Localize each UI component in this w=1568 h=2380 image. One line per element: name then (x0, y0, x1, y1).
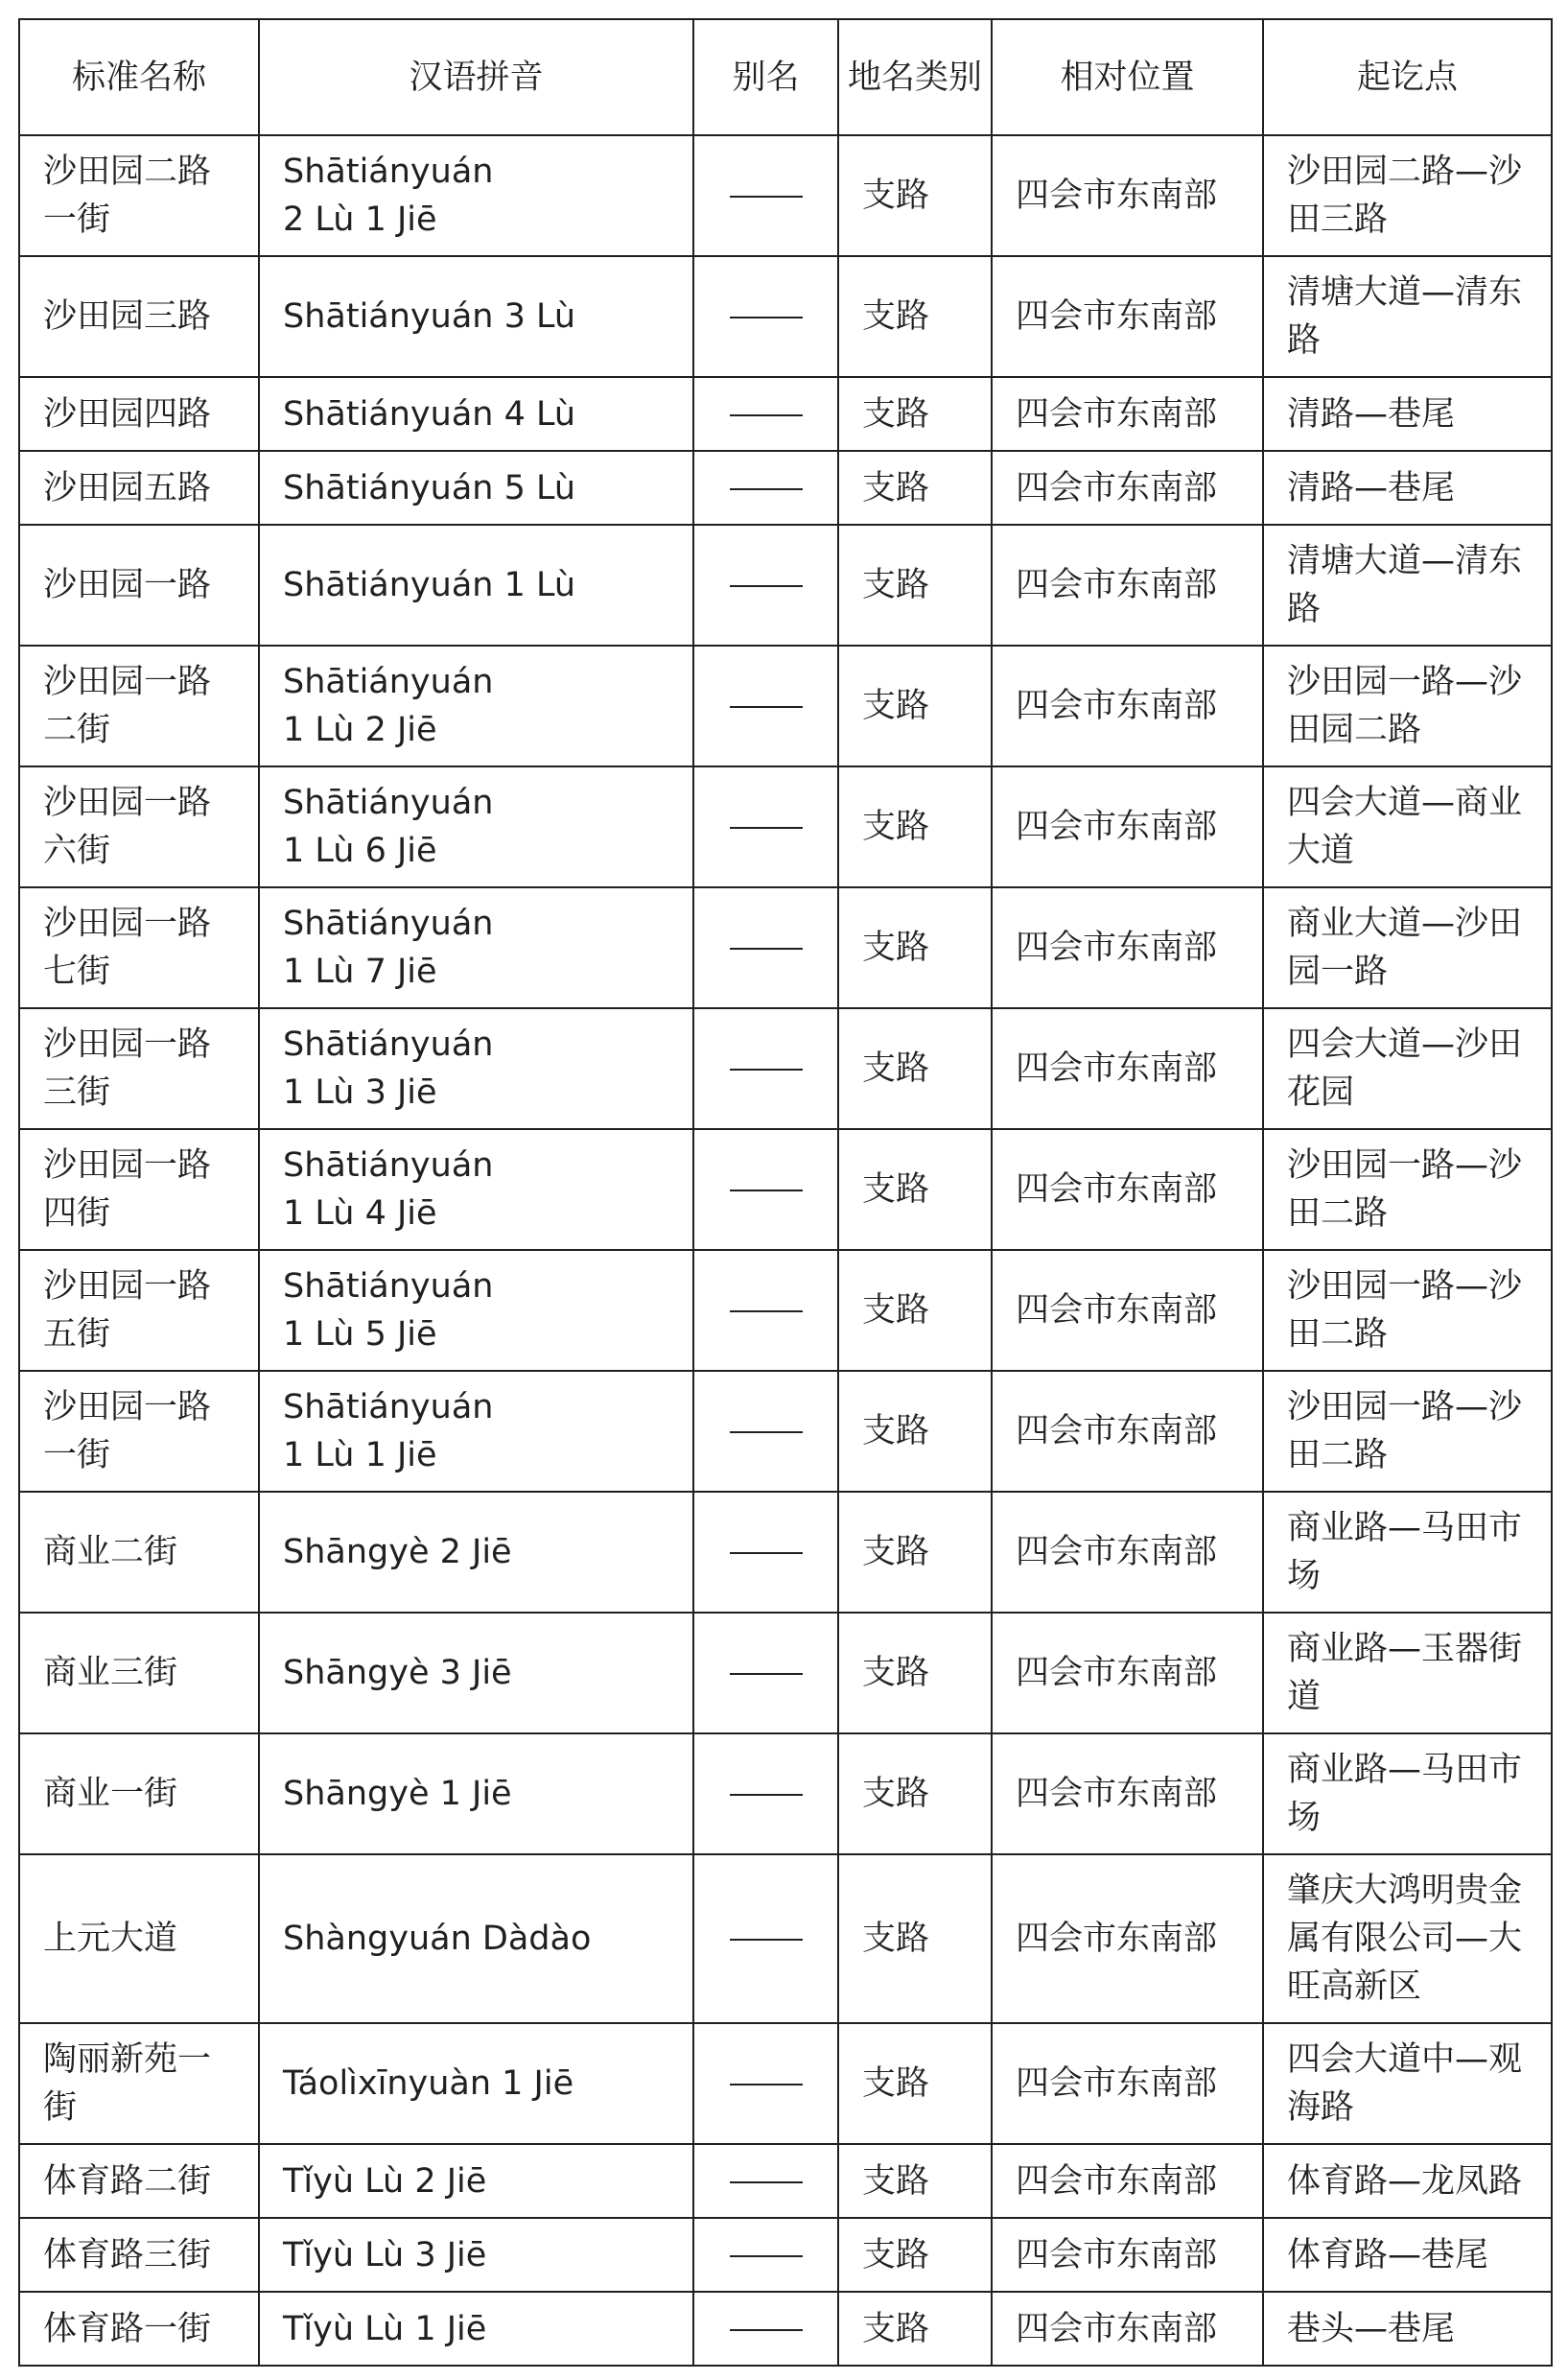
table-row (19, 766, 1552, 887)
cell-standard-name-line: 七街 (43, 953, 111, 991)
cell-relative-location: 四会市东南部 (992, 887, 1263, 1008)
cell-endpoints-line: 商业路—马田市 (1287, 1509, 1523, 1547)
cell-pinyin (259, 525, 693, 646)
cell-pinyin (259, 135, 693, 256)
cell-standard-name-line: 体育路一街 (43, 2309, 212, 2348)
header-category (838, 19, 992, 135)
table-row (19, 451, 1552, 525)
empty-dash (730, 1673, 803, 1675)
table-row (19, 1733, 1552, 1854)
cell-endpoints (1263, 2218, 1552, 2292)
cell-category: 支路 (838, 1371, 992, 1492)
cell-endpoints-line: 体育路—龙凤路 (1287, 2161, 1523, 2201)
cell-endpoints-line: 清路—巷尾 (1287, 394, 1456, 434)
cell-category: 支路 (838, 1613, 992, 1733)
cell-endpoints (1263, 2292, 1552, 2366)
cell-endpoints-line: 清塘大道—清东 (1287, 542, 1523, 580)
cell-standard-name-line: 沙田园五路 (43, 468, 212, 507)
cell-pinyin (259, 1733, 693, 1854)
cell-standard-name-line: 四街 (43, 1194, 111, 1233)
cell-pinyin (259, 2292, 693, 2366)
cell-standard-name-line: 陶丽新苑一 (43, 2040, 212, 2079)
table-row (19, 1008, 1552, 1129)
cell-endpoints-line: 路 (1287, 590, 1322, 628)
cell-standard-name-line: 沙田园一路 (43, 905, 212, 943)
cell-standard-name (19, 1250, 259, 1371)
cell-pinyin-line: Shātiányuán (283, 784, 494, 822)
cell-pinyin-line: Táolìxīnyuàn 1 Jiē (283, 2064, 574, 2103)
cell-standard-name-line: 沙田园一路 (43, 1146, 212, 1185)
cell-endpoints (1263, 1371, 1552, 1492)
empty-dash (730, 1069, 803, 1071)
empty-dash (730, 2084, 803, 2085)
empty-dash (730, 2329, 803, 2331)
cell-category: 支路 (838, 2292, 992, 2366)
cell-alias (693, 2023, 838, 2144)
cell-standard-name (19, 135, 259, 256)
cell-pinyin (259, 1613, 693, 1733)
cell-standard-name-line: 体育路三街 (43, 2235, 212, 2274)
cell-standard-name (19, 1733, 259, 1854)
cell-endpoints-line: 大道 (1287, 832, 1355, 870)
empty-dash (730, 488, 803, 490)
cell-endpoints (1263, 1854, 1552, 2023)
cell-alias (693, 525, 838, 646)
cell-endpoints-line: 四会大道—沙田 (1287, 1025, 1523, 1064)
cell-standard-name-line: 体育路二街 (43, 2161, 212, 2201)
cell-pinyin-line: 2 Lù 1 Jiē (283, 200, 437, 239)
cell-standard-name (19, 1492, 259, 1613)
cell-endpoints-line: 田二路 (1287, 1194, 1389, 1233)
cell-endpoints (1263, 1733, 1552, 1854)
cell-pinyin (259, 1129, 693, 1250)
cell-standard-name (19, 2218, 259, 2292)
cell-endpoints-line: 商业路—玉器街 (1287, 1630, 1523, 1668)
cell-endpoints (1263, 2144, 1552, 2218)
cell-pinyin-line: Tǐyù Lù 1 Jiē (283, 2309, 487, 2348)
cell-pinyin (259, 2144, 693, 2218)
cell-pinyin (259, 1854, 693, 2023)
cell-endpoints-line: 田三路 (1287, 200, 1389, 239)
cell-category: 支路 (838, 135, 992, 256)
cell-relative-location: 四会市东南部 (992, 2144, 1263, 2218)
cell-alias (693, 1371, 838, 1492)
cell-endpoints-line: 沙田园一路—沙 (1287, 663, 1523, 701)
cell-standard-name (19, 2144, 259, 2218)
cell-relative-location: 四会市东南部 (992, 1613, 1263, 1733)
cell-pinyin (259, 766, 693, 887)
cell-pinyin-line: Shātiányuán (283, 153, 494, 191)
header-alias: 别名 (693, 19, 838, 135)
cell-endpoints-line: 巷头—巷尾 (1287, 2309, 1456, 2348)
table-row (19, 256, 1552, 377)
cell-relative-location: 四会市东南部 (992, 646, 1263, 766)
cell-relative-location: 四会市东南部 (992, 766, 1263, 887)
table-row (19, 135, 1552, 256)
cell-pinyin-line: Shātiányuán 3 Lù (283, 297, 576, 336)
table-row (19, 525, 1552, 646)
cell-alias (693, 1613, 838, 1733)
cell-pinyin (259, 1008, 693, 1129)
cell-pinyin-line: 1 Lù 7 Jiē (283, 953, 437, 991)
empty-dash (730, 1552, 803, 1554)
cell-pinyin-line: Shātiányuán 4 Lù (283, 394, 576, 434)
cell-standard-name-line: 上元大道 (43, 1920, 178, 1958)
cell-standard-name (19, 887, 259, 1008)
cell-standard-name-line: 沙田园一路 (43, 663, 212, 701)
empty-dash (730, 1310, 803, 1312)
cell-endpoints-line: 海路 (1287, 2088, 1355, 2127)
empty-dash (730, 827, 803, 829)
cell-standard-name (19, 1129, 259, 1250)
cell-standard-name-line: 五街 (43, 1315, 111, 1354)
cell-endpoints-line: 商业大道—沙田 (1287, 905, 1523, 943)
cell-standard-name-line: 街 (43, 2088, 78, 2127)
table-row (19, 2292, 1552, 2366)
cell-relative-location: 四会市东南部 (992, 525, 1263, 646)
cell-standard-name-line: 沙田园二路 (43, 153, 212, 191)
cell-endpoints-line: 花园 (1287, 1073, 1355, 1112)
cell-alias (693, 646, 838, 766)
cell-endpoints (1263, 646, 1552, 766)
cell-endpoints-line: 田园二路 (1287, 711, 1422, 749)
cell-pinyin-line: Shāngyè 1 Jiē (283, 1775, 512, 1813)
cell-category: 支路 (838, 646, 992, 766)
cell-standard-name-line: 商业二街 (43, 1533, 178, 1571)
cell-endpoints (1263, 2023, 1552, 2144)
cell-endpoints-line: 沙田园二路—沙 (1287, 153, 1523, 191)
cell-pinyin-line: Shātiányuán 5 Lù (283, 468, 576, 507)
empty-dash (730, 1939, 803, 1941)
empty-dash (730, 1794, 803, 1796)
cell-category: 支路 (838, 1008, 992, 1129)
header-category-line: 地名 (847, 58, 915, 97)
empty-dash (730, 585, 803, 587)
cell-category: 支路 (838, 377, 992, 451)
header-category-line: 类别 (915, 58, 983, 97)
cell-endpoints-line: 沙田园一路—沙 (1287, 1267, 1523, 1306)
cell-pinyin-line: 1 Lù 1 Jiē (283, 1436, 437, 1474)
cell-standard-name (19, 2023, 259, 2144)
cell-standard-name-line: 沙田园一路 (43, 1025, 212, 1064)
table-row (19, 2144, 1552, 2218)
cell-endpoints-line: 清塘大道—清东 (1287, 273, 1523, 312)
cell-endpoints-line: 清路—巷尾 (1287, 468, 1456, 507)
cell-pinyin (259, 646, 693, 766)
cell-standard-name-line: 沙田园一路 (43, 566, 212, 604)
cell-standard-name-line: 沙田园一路 (43, 1267, 212, 1306)
cell-alias (693, 766, 838, 887)
cell-pinyin-line: Tǐyù Lù 3 Jiē (283, 2235, 487, 2274)
cell-pinyin-line: Shātiányuán (283, 905, 494, 943)
cell-pinyin-line: Shāngyè 2 Jiē (283, 1533, 512, 1571)
cell-endpoints-line: 道 (1287, 1678, 1322, 1716)
cell-endpoints (1263, 377, 1552, 451)
cell-pinyin (259, 1371, 693, 1492)
header-endpoints: 起讫点 (1263, 19, 1552, 135)
cell-relative-location: 四会市东南部 (992, 377, 1263, 451)
cell-relative-location: 四会市东南部 (992, 135, 1263, 256)
empty-dash (730, 414, 803, 416)
cell-pinyin-line: Shàngyuán Dàdào (283, 1920, 592, 1958)
table-row (19, 1854, 1552, 2023)
cell-endpoints (1263, 1613, 1552, 1733)
cell-relative-location: 四会市东南部 (992, 1371, 1263, 1492)
cell-pinyin (259, 2218, 693, 2292)
cell-relative-location: 四会市东南部 (992, 1129, 1263, 1250)
cell-endpoints-line: 场 (1287, 1799, 1322, 1837)
cell-alias (693, 887, 838, 1008)
cell-category: 支路 (838, 2023, 992, 2144)
cell-standard-name (19, 451, 259, 525)
cell-category: 支路 (838, 766, 992, 887)
cell-alias (693, 1250, 838, 1371)
cell-endpoints-line: 四会大道中—观 (1287, 2040, 1523, 2079)
cell-endpoints (1263, 766, 1552, 887)
empty-dash (730, 2181, 803, 2183)
cell-relative-location: 四会市东南部 (992, 451, 1263, 525)
cell-endpoints (1263, 1492, 1552, 1613)
cell-endpoints-line: 旺高新区 (1287, 1968, 1422, 2006)
cell-category: 支路 (838, 1492, 992, 1613)
cell-endpoints (1263, 451, 1552, 525)
cell-pinyin-line: Tǐyù Lù 2 Jiē (283, 2161, 487, 2201)
cell-pinyin-line: 1 Lù 5 Jiē (283, 1315, 437, 1354)
cell-endpoints (1263, 135, 1552, 256)
table-row (19, 1129, 1552, 1250)
cell-standard-name (19, 1008, 259, 1129)
cell-category: 支路 (838, 1129, 992, 1250)
cell-standard-name (19, 377, 259, 451)
cell-relative-location: 四会市东南部 (992, 1854, 1263, 2023)
cell-pinyin (259, 887, 693, 1008)
cell-category: 支路 (838, 2218, 992, 2292)
cell-relative-location: 四会市东南部 (992, 1008, 1263, 1129)
cell-pinyin-line: Shātiányuán (283, 1388, 494, 1426)
empty-dash (730, 196, 803, 198)
cell-pinyin-line: Shātiányuán (283, 663, 494, 701)
cell-standard-name-line: 沙田园三路 (43, 297, 212, 336)
cell-endpoints-line: 体育路—巷尾 (1287, 2235, 1489, 2274)
cell-category: 支路 (838, 1250, 992, 1371)
cell-endpoints (1263, 1008, 1552, 1129)
header-row (19, 19, 1552, 135)
header-pinyin: 汉语拼音 (259, 19, 693, 135)
cell-standard-name (19, 256, 259, 377)
cell-standard-name-line: 商业三街 (43, 1654, 178, 1692)
cell-relative-location: 四会市东南部 (992, 2023, 1263, 2144)
cell-endpoints-line: 沙田园一路—沙 (1287, 1388, 1523, 1426)
header-relative-location: 相对位置 (992, 19, 1263, 135)
cell-endpoints-line: 属有限公司—大 (1287, 1920, 1523, 1958)
cell-pinyin (259, 377, 693, 451)
cell-standard-name-line: 六街 (43, 832, 111, 870)
cell-standard-name (19, 525, 259, 646)
cell-relative-location: 四会市东南部 (992, 1250, 1263, 1371)
empty-dash (730, 2255, 803, 2257)
cell-pinyin (259, 1250, 693, 1371)
cell-relative-location: 四会市东南部 (992, 1492, 1263, 1613)
cell-pinyin-line: Shātiányuán 1 Lù (283, 566, 576, 604)
cell-standard-name (19, 1371, 259, 1492)
cell-alias (693, 1492, 838, 1613)
cell-category: 支路 (838, 1854, 992, 2023)
cell-endpoints-line: 场 (1287, 1557, 1322, 1595)
cell-category: 支路 (838, 451, 992, 525)
cell-pinyin-line: 1 Lù 6 Jiē (283, 832, 437, 870)
cell-endpoints (1263, 1129, 1552, 1250)
cell-endpoints-line: 沙田园一路—沙 (1287, 1146, 1523, 1185)
cell-category: 支路 (838, 2144, 992, 2218)
cell-alias (693, 2144, 838, 2218)
cell-pinyin-line: 1 Lù 3 Jiē (283, 1073, 437, 1112)
cell-pinyin (259, 451, 693, 525)
cell-category: 支路 (838, 1733, 992, 1854)
table-row (19, 1492, 1552, 1613)
cell-endpoints (1263, 256, 1552, 377)
cell-endpoints-line: 路 (1287, 321, 1322, 360)
cell-relative-location: 四会市东南部 (992, 2292, 1263, 2366)
empty-dash (730, 948, 803, 950)
table-row (19, 887, 1552, 1008)
empty-dash (730, 706, 803, 708)
empty-dash (730, 317, 803, 318)
cell-standard-name-line: 沙田园一路 (43, 784, 212, 822)
cell-relative-location: 四会市东南部 (992, 1733, 1263, 1854)
cell-endpoints (1263, 525, 1552, 646)
table-row (19, 1250, 1552, 1371)
cell-category: 支路 (838, 887, 992, 1008)
cell-alias (693, 1129, 838, 1250)
cell-alias (693, 377, 838, 451)
cell-alias (693, 2292, 838, 2366)
cell-pinyin (259, 2023, 693, 2144)
cell-standard-name-line: 二街 (43, 711, 111, 749)
cell-pinyin-line: Shātiányuán (283, 1267, 494, 1306)
cell-pinyin (259, 256, 693, 377)
cell-standard-name-line: 商业一街 (43, 1775, 178, 1813)
cell-endpoints-line: 园一路 (1287, 953, 1389, 991)
table-row (19, 1371, 1552, 1492)
table-row (19, 377, 1552, 451)
table-row (19, 2023, 1552, 2144)
cell-endpoints-line: 四会大道—商业 (1287, 784, 1523, 822)
cell-standard-name-line: 沙田园一路 (43, 1388, 212, 1426)
cell-alias (693, 451, 838, 525)
cell-standard-name (19, 2292, 259, 2366)
cell-pinyin-line: Shātiányuán (283, 1146, 494, 1185)
empty-dash (730, 1431, 803, 1433)
table-row (19, 1613, 1552, 1733)
cell-alias (693, 135, 838, 256)
cell-standard-name-line: 一街 (43, 200, 111, 239)
cell-pinyin (259, 1492, 693, 1613)
cell-endpoints-line: 田二路 (1287, 1436, 1389, 1474)
cell-category: 支路 (838, 525, 992, 646)
cell-standard-name-line: 三街 (43, 1073, 111, 1112)
cell-relative-location: 四会市东南部 (992, 256, 1263, 377)
cell-endpoints-line: 商业路—马田市 (1287, 1751, 1523, 1789)
cell-alias (693, 256, 838, 377)
cell-endpoints-line: 肇庆大鸿明贵金 (1287, 1872, 1523, 1910)
cell-endpoints-line: 田二路 (1287, 1315, 1389, 1354)
place-name-table (18, 18, 1553, 2367)
cell-standard-name-line: 一街 (43, 1436, 111, 1474)
table-row (19, 2218, 1552, 2292)
empty-dash (730, 1190, 803, 1191)
cell-pinyin-line: 1 Lù 4 Jiē (283, 1194, 437, 1233)
cell-pinyin-line: Shātiányuán (283, 1025, 494, 1064)
cell-standard-name (19, 1854, 259, 2023)
cell-relative-location: 四会市东南部 (992, 2218, 1263, 2292)
cell-pinyin-line: 1 Lù 2 Jiē (283, 711, 437, 749)
cell-standard-name (19, 1613, 259, 1733)
cell-alias (693, 1008, 838, 1129)
cell-endpoints (1263, 1250, 1552, 1371)
cell-alias (693, 1733, 838, 1854)
cell-alias (693, 2218, 838, 2292)
table-row (19, 646, 1552, 766)
cell-standard-name (19, 766, 259, 887)
cell-standard-name (19, 646, 259, 766)
cell-alias (693, 1854, 838, 2023)
header-standard-name: 标准名称 (19, 19, 259, 135)
cell-category: 支路 (838, 256, 992, 377)
cell-standard-name-line: 沙田园四路 (43, 394, 212, 434)
cell-pinyin-line: Shāngyè 3 Jiē (283, 1654, 512, 1692)
cell-endpoints (1263, 887, 1552, 1008)
